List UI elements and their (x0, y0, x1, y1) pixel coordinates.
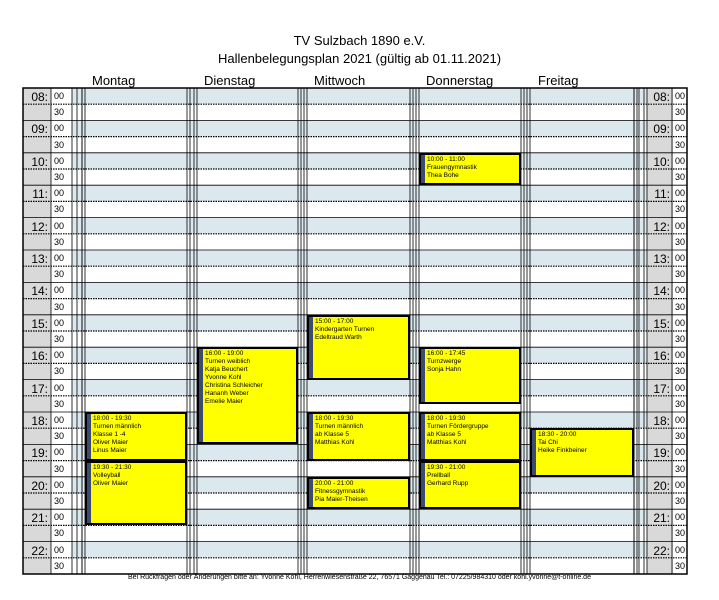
right-minute-label: 00 (675, 512, 686, 523)
event-block (419, 347, 521, 404)
event-text-line: 18:00 - 19:30 (93, 415, 132, 422)
event-block (419, 153, 521, 185)
left-minute-label: 00 (54, 123, 65, 134)
right-minute-label: 00 (675, 415, 686, 425)
right-minute-label: 30 (675, 172, 686, 182)
left-hour-label: 21: (31, 511, 48, 526)
right-hour-label: 13: (653, 252, 670, 266)
event-text-line: Turnen männlich (315, 423, 364, 430)
event-block (419, 461, 521, 510)
event-text-line: Gerhard Rupp (427, 479, 469, 487)
event-text-line: 20:00 - 21:00 (315, 479, 354, 487)
event-text-line: Turnen Fördergruppe (427, 423, 489, 430)
event-text-line: Frauengymnastik (427, 163, 477, 171)
event-text-line: 16:00 - 19:00 (205, 350, 244, 358)
right-minute-label: 00 (675, 155, 686, 166)
right-minute-label: 30 (675, 139, 686, 150)
right-hour-label: 11: (654, 187, 670, 202)
event-text-line: Matthias Kohl (315, 439, 355, 446)
left-minute-label: 00 (54, 188, 65, 199)
left-minute-label: 00 (54, 544, 65, 555)
event-text-line: Katja Beuchert (205, 366, 248, 374)
day-header-donnerstag: Donnerstag (426, 73, 494, 88)
left-minute-label: 00 (54, 155, 65, 166)
event-text-line: 19:30 - 21:30 (93, 463, 132, 471)
left-minute-label: 30 (54, 528, 65, 539)
event-text-line: Volleyball (93, 471, 121, 479)
left-hour-label: 15: (31, 316, 48, 331)
left-minute-label: 30 (54, 139, 65, 150)
left-minute-label: 30 (54, 463, 65, 474)
left-hour-label: 22: (31, 543, 48, 558)
event-text-line: Matthias Kohl (427, 439, 467, 446)
event-block (85, 412, 187, 461)
left-hour-label: 10: (31, 154, 48, 169)
left-hour-label: 14: (31, 284, 48, 299)
event-text-line: Kindergarten Turnen (315, 325, 375, 333)
right-minute-label: 00 (675, 285, 686, 296)
event-text-line: Sonja Hahn (427, 366, 461, 374)
event-text-line: Turnzwerge (427, 358, 462, 366)
club-title: TV Sulzbach 1890 e.V. (293, 33, 426, 48)
row-shade (72, 185, 647, 201)
event-block (197, 347, 298, 444)
row-shade (72, 250, 647, 266)
left-minute-label: 00 (54, 350, 65, 361)
left-minute-label: 30 (54, 366, 65, 377)
right-minute-label: 00 (675, 253, 686, 263)
event-text-line: Hananh Weber (205, 390, 249, 398)
day-header-montag: Montag (92, 73, 136, 88)
row-shade (72, 282, 647, 298)
event-block (307, 315, 410, 380)
right-hour-label: 09: (653, 122, 670, 137)
left-minute-label: 00 (54, 91, 65, 101)
left-minute-label: 00 (54, 382, 65, 393)
row-shade (72, 542, 647, 558)
footer-contact: Bei Rückfragen oder Änderungen bitte an: Yvonne Kohl, Herrenwiesenstraße 22, 76571 Gaggenau Tel.: 07225/984310 oder kohl.yvonne@t-online.de (128, 574, 591, 581)
event-block (307, 477, 410, 509)
left-hour-label: 08: (31, 90, 48, 104)
event-text-line: Edeltraud Warth (315, 333, 362, 341)
right-minute-label: 00 (675, 479, 686, 490)
schedule-subtitle: Hallenbelegungsplan 2021 (gültig ab 01.11.2021) (217, 51, 502, 66)
event-text-line: Prellball (427, 471, 451, 479)
event-text-line: ab Klasse 5 (427, 431, 461, 438)
event-text-line: 19:30 - 21:00 (427, 463, 466, 471)
right-minute-label: 30 (675, 366, 686, 377)
day-header-dienstag: Dienstag (204, 73, 256, 88)
right-hour-label: 18: (653, 414, 670, 428)
right-minute-label: 00 (675, 350, 686, 361)
left-hour-label: 09: (31, 122, 48, 137)
left-minute-label: 00 (54, 253, 65, 263)
right-minute-label: 00 (675, 382, 686, 393)
right-minute-label: 00 (675, 317, 686, 328)
right-hour-label: 19: (653, 446, 670, 461)
right-minute-label: 30 (675, 334, 686, 344)
right-hour-label: 10: (653, 154, 670, 169)
right-hour-label: 14: (653, 284, 670, 299)
right-minute-label: 30 (675, 496, 686, 506)
row-shade (72, 153, 647, 169)
right-hour-label: 21: (653, 511, 670, 526)
right-minute-label: 30 (675, 528, 686, 539)
left-minute-label: 00 (54, 285, 65, 296)
right-minute-label: 30 (675, 560, 686, 571)
right-hour-label: 08: (653, 90, 670, 104)
left-hour-label: 13: (31, 252, 48, 266)
event-text-line: Klasse 1 -4 (93, 431, 126, 438)
left-hour-label: 20: (31, 478, 48, 493)
left-hour-label: 16: (31, 349, 48, 364)
right-minute-label: 30 (675, 431, 686, 442)
event-text-line: Turnen weiblich (205, 358, 251, 366)
event-text-line: Yvonne Kohl (205, 374, 242, 382)
event-block (530, 428, 634, 477)
event-text-line: Thea Bohe (427, 171, 459, 179)
right-minute-label: 30 (675, 107, 686, 118)
left-hour-label: 18: (31, 414, 48, 428)
event-text-line: Fitnessgymnastik (315, 487, 366, 495)
right-minute-label: 00 (675, 544, 686, 555)
left-minute-label: 30 (54, 204, 65, 215)
event-text-line: Tai Chi (538, 439, 558, 447)
left-minute-label: 30 (54, 560, 65, 571)
right-minute-label: 30 (675, 236, 686, 247)
right-minute-label: 00 (675, 220, 686, 231)
event-text-line: 18:30 - 20:00 (538, 431, 577, 439)
right-minute-label: 30 (675, 398, 686, 409)
left-hour-label: 17: (31, 381, 48, 396)
right-hour-label: 12: (653, 219, 670, 234)
event-text-line: Oliver Maier (93, 439, 129, 446)
event-text-line: Christina Schleicher (205, 382, 263, 390)
event-block (419, 412, 521, 461)
event-text-line: 18:00 - 19:30 (427, 415, 466, 422)
left-minute-label: 30 (54, 236, 65, 247)
right-minute-label: 00 (675, 123, 686, 134)
event-text-line: ab Klasse 5 (315, 431, 349, 438)
right-hour-label: 17: (653, 381, 670, 396)
left-minute-label: 30 (54, 269, 65, 280)
left-minute-label: 30 (54, 431, 65, 442)
right-hour-label: 20: (653, 478, 670, 493)
left-minute-label: 30 (54, 107, 65, 118)
left-minute-label: 00 (54, 447, 65, 458)
left-minute-label: 00 (54, 317, 65, 328)
event-block (307, 412, 410, 461)
day-header-freitag: Freitag (538, 73, 579, 88)
event-text-line: Oliver Maier (93, 479, 129, 487)
event-text-line: Turnen männlich (93, 423, 142, 430)
row-shade (72, 120, 647, 136)
event-text-line: 15:00 - 17:00 (315, 317, 354, 325)
right-hour-label: 15: (653, 316, 670, 331)
event-text-line: 16:00 - 17:45 (427, 350, 466, 358)
left-minute-label: 00 (54, 512, 65, 523)
left-minute-label: 30 (54, 301, 65, 312)
left-minute-label: 30 (54, 398, 65, 409)
left-minute-label: 00 (54, 415, 65, 425)
left-minute-label: 30 (54, 496, 65, 506)
row-shade (72, 88, 647, 104)
right-minute-label: 30 (675, 463, 686, 474)
event-block (85, 461, 187, 526)
right-minute-label: 30 (675, 204, 686, 215)
row-shade (72, 380, 647, 396)
day-header-mittwoch: Mittwoch (314, 73, 366, 88)
right-minute-label: 00 (675, 188, 686, 199)
left-hour-label: 11: (32, 187, 48, 202)
event-text-line: Emelie Maier (205, 398, 243, 406)
left-minute-label: 00 (54, 220, 65, 231)
event-text-line: Pia Maier-Theisen (315, 495, 368, 503)
row-shade (72, 218, 647, 234)
right-minute-label: 00 (675, 91, 686, 101)
event-text-line: 10:00 - 11:00 (427, 155, 465, 163)
left-minute-label: 30 (54, 334, 65, 344)
right-minute-label: 30 (675, 269, 686, 280)
left-hour-label: 12: (31, 219, 48, 234)
event-text-line: 18:00 - 19:30 (315, 415, 354, 422)
right-minute-label: 00 (675, 447, 686, 458)
left-minute-label: 30 (54, 172, 65, 182)
right-minute-label: 30 (675, 301, 686, 312)
event-text-line: Heike Finkbeiner (538, 447, 587, 455)
left-minute-label: 00 (54, 479, 65, 490)
left-hour-label: 19: (31, 446, 48, 461)
right-hour-label: 16: (653, 349, 670, 364)
right-hour-label: 22: (653, 543, 670, 558)
event-text-line: Linus Maier (93, 447, 127, 454)
